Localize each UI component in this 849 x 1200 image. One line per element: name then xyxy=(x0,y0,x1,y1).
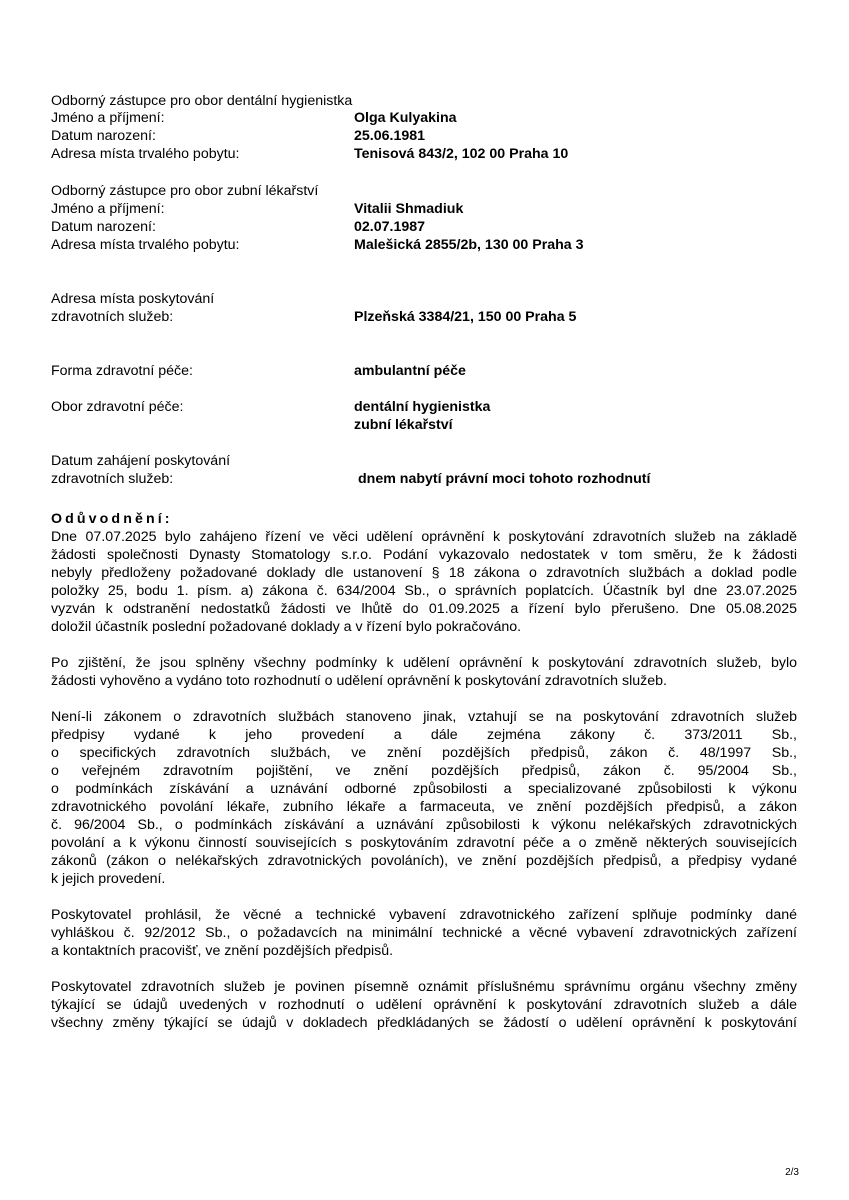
address-label: Adresa místa trvalého pobytu: xyxy=(51,237,240,253)
dob-value: 02.07.1987 xyxy=(354,219,426,235)
paragraph-line: o podmínkách získávání a uznávání odborné způsobilosti a specializované způsobilosti k výkonu xyxy=(51,781,797,797)
paragraph-line: zdravotnického povolání lékaře, zubního lékaře a farmaceuta, ve znění pozdějších předpisů, a zákon xyxy=(51,799,797,815)
paragraph-line: vyzván k odstranění nedostatků žádosti ve lhůtě do 01.09.2025 a řízení bylo přerušeno. Dne 05.08.2025 xyxy=(51,601,797,617)
paragraph-line: Poskytovatel prohlásil, že věcné a technické vybavení zdravotnického zařízení splňuje podmínky dané xyxy=(51,907,797,923)
paragraph-line: týkající se údajů uvedených v rozhodnutí o udělení oprávnění k poskytování zdravotních služeb a dále xyxy=(51,997,797,1013)
service-location-label-2: zdravotních služeb: xyxy=(51,309,174,325)
paragraph-line: zákonů (zákon o nelékařských zdravotnických povoláních), ve znění pozdějších předpisů, a předpisy vydané xyxy=(51,853,797,869)
paragraph-line: položky 25, bodu 1. písm. a) zákona č. 634/2004 Sb., o správních poplatcích. Účastník byl dne 23.07.2025 xyxy=(51,583,797,599)
dob-label: Datum narození: xyxy=(51,219,156,235)
care-form-value: ambulantní péče xyxy=(354,363,466,379)
name-value: Vitalii Shmadiuk xyxy=(354,201,464,217)
dob-value: 25.06.1981 xyxy=(354,128,426,144)
section-label-hygienist: Odborný zástupce pro obor dentální hygienistka xyxy=(51,93,353,109)
address-label: Adresa místa trvalého pobytu: xyxy=(51,146,240,162)
section-label-dentist: Odborný zástupce pro obor zubní lékařství xyxy=(51,183,319,199)
care-field-label: Obor zdravotní péče: xyxy=(51,399,184,415)
care-field-value-1: dentální hygienistka xyxy=(354,399,491,415)
name-value: Olga Kulyakina xyxy=(354,110,457,126)
care-field-value-2: zubní lékařství xyxy=(354,417,453,433)
paragraph-line: č. 96/2004 Sb., o podmínkách získávání a uznávání způsobilosti k výkonu nelékařských zdravotnických xyxy=(51,817,797,833)
dob-label: Datum narození: xyxy=(51,128,156,144)
start-date-label-2: zdravotních služeb: xyxy=(51,471,174,487)
reasoning-heading: Odůvodnění: xyxy=(51,511,173,527)
care-form-label: Forma zdravotní péče: xyxy=(51,363,193,379)
paragraph-line: předpisy vydané k jeho provedení a dále zejména zákony č. 373/2011 Sb., xyxy=(51,727,797,743)
paragraph-line: povolání a k výkonu činností souvisejících s poskytováním zdravotní péče a o změně některých souvisejících xyxy=(51,835,797,851)
paragraph-line: o veřejném zdravotním pojištění, ve znění pozdějších předpisů, zákon č. 95/2004 Sb., xyxy=(51,763,797,779)
start-date-value: dnem nabytí právní moci tohoto rozhodnutí xyxy=(358,471,651,487)
address-value: Tenisová 843/2, 102 00 Praha 10 xyxy=(354,146,569,162)
paragraph-line: všechny změny týkající se údajů v dokladech předkládaných se žádostí o udělení oprávnění k poskytování xyxy=(51,1015,797,1031)
paragraph-line: vyhláškou č. 92/2012 Sb., o požadavcích na minimální technické a věcné vybavení zdravotnických zařízení xyxy=(51,925,797,941)
paragraph-line: o specifických zdravotních službách, ve znění pozdějších předpisů, zákon č. 48/1997 Sb., xyxy=(51,745,797,761)
service-location-value: Plzeňská 3384/21, 150 00 Praha 5 xyxy=(354,309,577,325)
paragraph-line: Poskytovatel zdravotních služeb je povinen písemně oznámit příslušnému správnímu orgánu všechny změny xyxy=(51,979,797,995)
name-label: Jméno a příjmení: xyxy=(51,201,165,217)
start-date-label-1: Datum zahájení poskytování xyxy=(51,453,231,469)
paragraph-line: Není-li zákonem o zdravotních službách stanoveno jinak, vztahují se na poskytování zdravotních služeb xyxy=(51,709,797,725)
paragraph-line: Dne 07.07.2025 bylo zahájeno řízení ve věci udělení oprávnění k poskytování zdravotních služeb na základě xyxy=(51,529,797,545)
name-label: Jméno a příjmení: xyxy=(51,110,165,126)
paragraph-line: doložil účastník poslední požadované doklady a v řízení bylo pokračováno. xyxy=(51,619,522,635)
paragraph-line: a kontaktních pracovišť, ve znění pozdějších předpisů. xyxy=(51,943,394,959)
page-number: 2/3 xyxy=(785,1167,799,1178)
paragraph-line: k jejich provedení. xyxy=(51,871,166,887)
paragraph-line: žádosti vyhověno a vydáno toto rozhodnutí o udělení oprávnění k poskytování zdravotních služeb. xyxy=(51,673,667,689)
service-location-label-1: Adresa místa poskytování xyxy=(51,291,215,307)
paragraph-line: nebyly předloženy požadované doklady dle ustanovení § 18 zákona o zdravotních službách a doklad podle xyxy=(51,565,797,581)
address-value: Malešická 2855/2b, 130 00 Praha 3 xyxy=(354,237,584,253)
paragraph-line: žádosti společnosti Dynasty Stomatology s.r.o. Podání vykazovalo nedostatek v tom směru, že k žádosti xyxy=(51,547,797,563)
paragraph-line: Po zjištění, že jsou splněny všechny podmínky k udělení oprávnění k poskytování zdravotních služeb, bylo xyxy=(51,655,797,671)
